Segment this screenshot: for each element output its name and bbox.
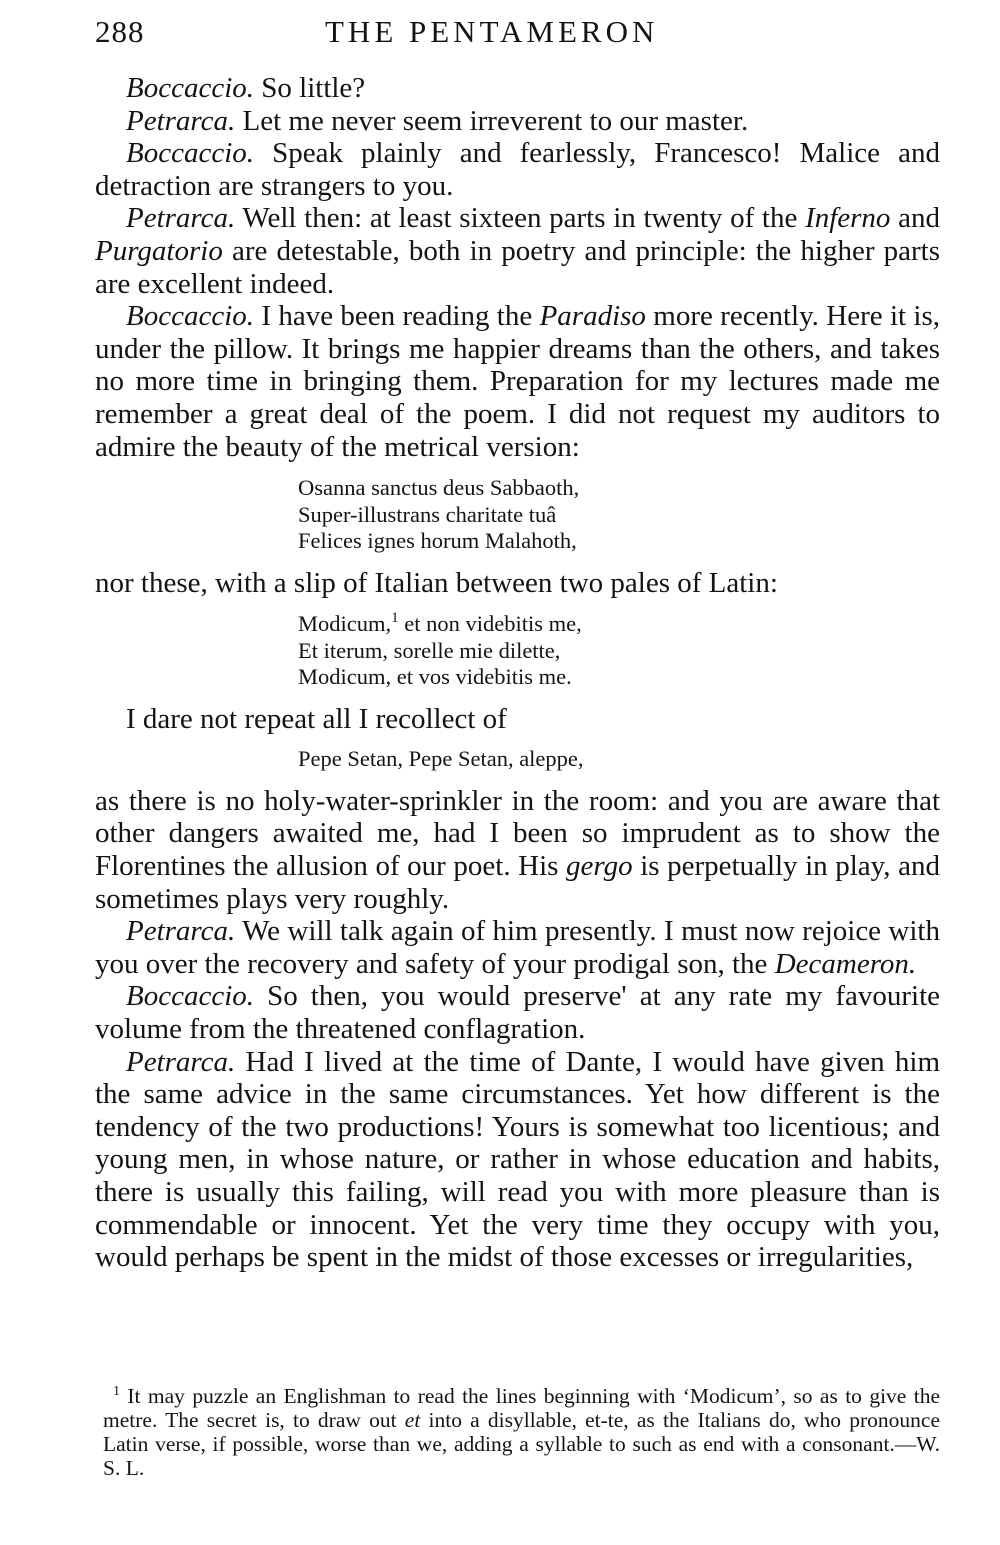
- verse-line: Osanna sanctus deus Sabbaoth,: [298, 475, 580, 501]
- footnote: [103, 1384, 940, 1480]
- footnote-body: It may puzzle an Englishman to read the lines beginning with ‘Modicum’, so as to give the metre. The secret is, to draw out: [103, 1384, 940, 1432]
- paragraph-text: Speak plainly and fearlessly, Francesco! Malice and detraction are strangers to you.: [95, 137, 940, 202]
- running-header: [95, 14, 940, 56]
- footnote-marker: 1: [113, 1383, 120, 1399]
- paragraph-text: Let me never seem irreverent to our master.: [235, 104, 749, 137]
- paragraph-5: [95, 300, 940, 463]
- title-paradiso: Paradiso: [539, 300, 646, 333]
- paragraph-text: I have been reading the: [254, 300, 540, 333]
- verse-quotation-2: [298, 611, 940, 691]
- verse-text: et non videbitis me,: [398, 611, 582, 637]
- paragraph-text: are detestable, both in poetry and principle: the higher parts are excellent indeed.: [95, 234, 940, 300]
- title-decameron: Decameron.: [774, 947, 917, 980]
- paragraph-1: [95, 72, 940, 105]
- verse-line: Pepe Setan, Pepe Setan, aleppe,: [298, 746, 584, 772]
- paragraph-7: I dare not repeat all I recollect of: [126, 702, 507, 735]
- verse-quotation-1: [298, 475, 940, 555]
- verse-line: Modicum, et vos videbitis me.: [298, 664, 572, 690]
- speaker-name: Petrarca.: [126, 202, 236, 235]
- paragraph-text: more recently. Here it is, under the pillow. It brings me happier dreams than the others, and takes no more time in bringing them. Preparation for my lectures made me remember a great deal of the poem. I did not request my auditors to admire the beauty of the metrical version:: [95, 300, 941, 463]
- verse-line: Et iterum, sorelle mie dilette,: [298, 637, 561, 663]
- word-et: et: [404, 1408, 421, 1432]
- main-text: [95, 72, 940, 1274]
- speaker-name: Petrarca.: [126, 1045, 236, 1078]
- paragraph-2: [95, 105, 940, 138]
- paragraph-text: Well then: at least sixteen parts in twenty of the: [235, 202, 806, 235]
- paragraph-3: [95, 137, 940, 202]
- speaker-name: Boccaccio.: [126, 980, 255, 1013]
- paragraph-9: [95, 915, 940, 980]
- paragraph-text: and: [890, 202, 941, 235]
- speaker-name: Petrarca.: [126, 104, 236, 137]
- footnote-body: into a disyllable, et-te, as the Italians do, who pronounce Latin verse, if possible, worse than we, adding a syllable to such as end with a consonant.—W. S. L.: [103, 1408, 940, 1480]
- word-gergo: gergo: [566, 850, 633, 882]
- paragraph-8: [95, 785, 940, 915]
- running-title: THE PENTAMERON: [325, 14, 659, 49]
- paragraph-text: So little?: [254, 72, 366, 104]
- title-purgatorio: Purgatorio: [95, 234, 223, 267]
- verse-line: [298, 611, 940, 638]
- paragraph-text: We will talk again of him presently. I must now rejoice with you over the recovery and safety of your prodigal son, the: [95, 915, 940, 980]
- speaker-name: Boccaccio.: [126, 72, 255, 104]
- speaker-name: Boccaccio.: [126, 300, 255, 333]
- paragraph-text: as there is no holy-water-sprinkler in the room: and you are aware that other dangers awaited me, had I been so imprudent as to show the Florentines the allusion of our poet. His: [95, 784, 940, 882]
- footnote-text: [103, 1384, 940, 1480]
- paragraph-text: So then, you would preserve' at any rate my favourite volume from the threatened conflagration.: [95, 980, 940, 1045]
- paragraph-text: Had I lived at the time of Dante, I would have given him the same advice in the same circumstances. Yet how different is the tendency of the two productions! Yours is somewhat too licentious; and young men, in whose nature, or rather in whose education and habits, there is usually this failing, will read you with more pleasure than is commendable or innocent. Yet the very time they occupy with you, would perhaps be spent in the midst of those excesses or irregularities,: [95, 1045, 940, 1274]
- verse-line: Super-illustrans charitate tuâ: [298, 501, 557, 527]
- page-number: 288: [95, 14, 145, 49]
- paragraph-11: [95, 1046, 940, 1274]
- verse-line: Felices ignes horum Malahoth,: [298, 528, 577, 554]
- paragraph-text: is perpetually in play, and sometimes plays very roughly.: [95, 850, 940, 915]
- footnote-reference[interactable]: 1: [391, 610, 399, 627]
- title-inferno: Inferno: [805, 202, 891, 235]
- verse-text: Modicum,: [298, 611, 392, 637]
- paragraph-4: [95, 202, 940, 300]
- verse-quotation-3: [298, 746, 940, 773]
- paragraph-6: nor these, with a slip of Italian between two pales of Latin:: [95, 566, 778, 599]
- speaker-name: Petrarca.: [126, 915, 236, 948]
- paragraph-10: [95, 980, 940, 1045]
- speaker-name: Boccaccio.: [126, 137, 255, 170]
